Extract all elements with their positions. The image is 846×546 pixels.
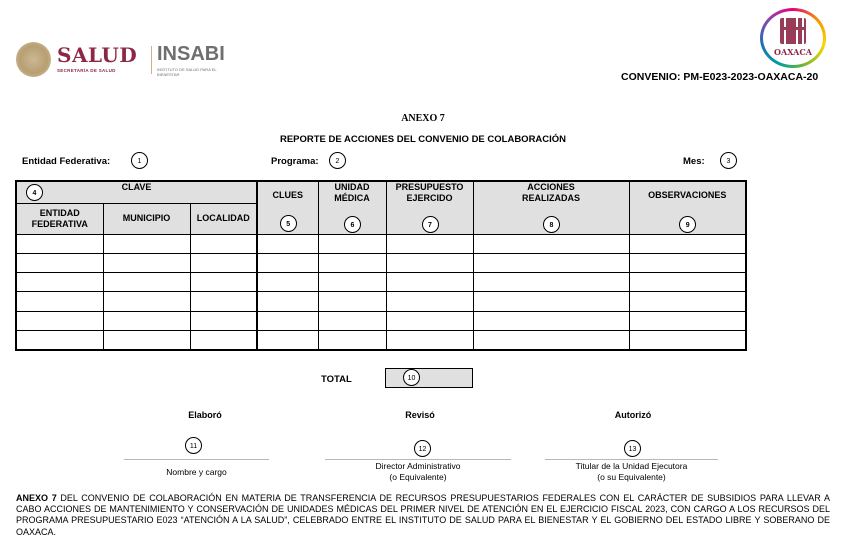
table-cell[interactable] [386,330,473,349]
table-cell[interactable] [257,292,318,311]
header-clues [257,181,318,234]
signature-elaboro-title: Elaboró [188,410,222,420]
table-cell[interactable] [16,330,103,349]
convenio-number: CONVENIO: PM-E023-2023-OAXACA-20 [621,71,819,83]
header-clave [16,181,257,203]
marker-3: 3 [720,152,737,169]
table-cell[interactable] [473,234,629,253]
table-cell[interactable] [318,273,386,292]
table-cell[interactable] [103,253,190,272]
table-cell[interactable] [103,311,190,330]
table-cell[interactable] [318,253,386,272]
mes-label: Mes: [683,156,705,167]
marker-1: 1 [131,152,148,169]
marker-6: 6 [344,216,361,233]
header-entidad-federativa: ENTIDAD FEDERATIVA [16,203,103,234]
entidad-label: Entidad Federativa: [22,156,111,167]
header-observaciones-label: OBSERVACIONES [648,189,727,200]
table-cell[interactable] [386,292,473,311]
table-cell[interactable] [318,311,386,330]
table-cell[interactable] [190,292,257,311]
footer-note-text: DEL CONVENIO DE COLABORACIÓN EN MATERIA DE TRANSFERENCIA DE RECURSOS PRESUPUESTARIOS FEDERALES CON EL CARÁCTER DE SUBSIDIOS PARA LLEVAR A CABO ACCIONES DE MANTENIMIENTO Y CONSERVACIÓN DE UNIDADES MÉDICAS DEL PRIMER NIVEL DE ATENCIÓN EN EL EJERCICIO FISCAL 2023, CON CARGO A LOS RECURSOS DEL PROGRAMA PRESUPUESTARIO E023 “ATENCIÓN A LA SALUD”, CELEBRADO ENTRE EL INSTITUTO DE SALUD PARA EL BIENESTAR Y EL GOBIERNO DEL ESTADO LIBRE Y SOBERANO DE OAXACA. [16,493,830,537]
signature-line-reviso[interactable] [325,459,511,460]
header-presupuesto [386,181,473,234]
total-field[interactable] [385,368,473,388]
table-cell[interactable] [473,330,629,349]
table-cell[interactable] [190,311,257,330]
salud-insabi-logo [16,42,236,78]
programa-label: Programa: [271,156,319,167]
insabi-subtitle: INSTITUTO DE SALUD PARA EL BIENESTAR [157,67,217,77]
marker-5: 5 [280,215,297,232]
marker-11: 11 [185,437,202,454]
table-cell[interactable] [190,330,257,349]
table-cell[interactable] [190,234,257,253]
marker-12: 12 [414,440,431,457]
marker-7: 7 [422,216,439,233]
table-cell[interactable] [257,311,318,330]
table-cell[interactable] [16,292,103,311]
header-unidad-medica-label: UNIDAD MÉDICA [334,182,370,203]
table-cell[interactable] [257,330,318,349]
signature-autorizo-role-line1: Titular de la Unidad Ejecutora [575,461,688,471]
header-localidad: LOCALIDAD [190,203,257,234]
marker-9: 9 [679,216,696,233]
header-presupuesto-label: PRESUPUESTO EJERCIDO [395,182,464,203]
table-cell[interactable] [190,273,257,292]
logo-divider [151,46,152,74]
table-cell[interactable] [629,253,746,272]
signature-reviso-role-line2: (o Equivalente) [389,472,447,482]
signature-autorizo-role-line2: (o su Equivalente) [597,472,666,482]
header-acciones [473,181,629,234]
table-row [16,234,746,253]
table-cell[interactable] [629,234,746,253]
salud-subtitle: SECRETARÍA DE SALUD [57,68,116,73]
oaxaca-logo [760,8,826,68]
table-row [16,292,746,311]
table-cell[interactable] [473,273,629,292]
table-cell[interactable] [257,273,318,292]
signature-reviso-role [325,461,511,483]
signature-line-elaboro[interactable] [124,459,269,460]
signature-line-autorizo[interactable] [545,459,718,460]
total-label: TOTAL [321,374,352,385]
table-cell[interactable] [629,311,746,330]
table-row [16,273,746,292]
signature-reviso-role-line1: Director Administrativo [375,461,461,471]
marker-8: 8 [543,216,560,233]
salud-wordmark: SALUD [57,43,138,67]
table-cell[interactable] [103,292,190,311]
table-cell[interactable] [16,273,103,292]
table-cell[interactable] [257,253,318,272]
table-cell[interactable] [318,330,386,349]
table-cell[interactable] [629,273,746,292]
table-cell[interactable] [103,234,190,253]
table-cell[interactable] [318,234,386,253]
marker-13: 13 [624,440,641,457]
oaxaca-emblem-icon [780,18,806,44]
report-title: REPORTE DE ACCIONES DEL CONVENIO DE COLABORACIÓN [279,134,567,145]
insabi-wordmark: INSABI [157,43,225,65]
table-cell[interactable] [473,253,629,272]
table-row [16,330,746,349]
table-cell[interactable] [103,273,190,292]
header-unidad-medica [318,181,386,234]
table-cell[interactable] [629,292,746,311]
table-cell[interactable] [16,311,103,330]
table-cell[interactable] [386,234,473,253]
table-cell[interactable] [386,253,473,272]
signature-autorizo-role [545,461,718,483]
marker-10: 10 [403,369,420,386]
marker-2: 2 [329,152,346,169]
table-cell[interactable] [386,311,473,330]
footer-note-bold: ANEXO 7 [16,493,57,503]
table-cell[interactable] [103,330,190,349]
header-clave-label: CLAVE [121,182,152,192]
oaxaca-wordmark: OAXACA [774,47,812,57]
table-cell[interactable] [473,311,629,330]
header-municipio: MUNICIPIO [103,203,190,234]
table-cell[interactable] [473,292,629,311]
mexico-seal-icon [16,42,51,77]
table-cell[interactable] [190,253,257,272]
table-cell[interactable] [16,253,103,272]
signature-autorizo-title: Autorizó [614,410,652,420]
marker-4: 4 [26,184,43,201]
signature-reviso-title: Revisó [405,410,435,420]
table-row [16,311,746,330]
header-observaciones [629,181,746,234]
signature-elaboro-role: Nombre y cargo [166,467,227,477]
report-table [15,180,747,351]
table-cell[interactable] [257,234,318,253]
table-cell[interactable] [16,234,103,253]
header-clues-label: CLUES [272,189,303,200]
header-acciones-label: ACCIONES REALIZADAS [522,182,580,203]
table-row [16,253,746,272]
table-cell[interactable] [629,330,746,349]
table-cell[interactable] [318,292,386,311]
footer-note [16,493,830,538]
table-cell[interactable] [386,273,473,292]
anexo-title: ANEXO 7 [401,113,445,124]
